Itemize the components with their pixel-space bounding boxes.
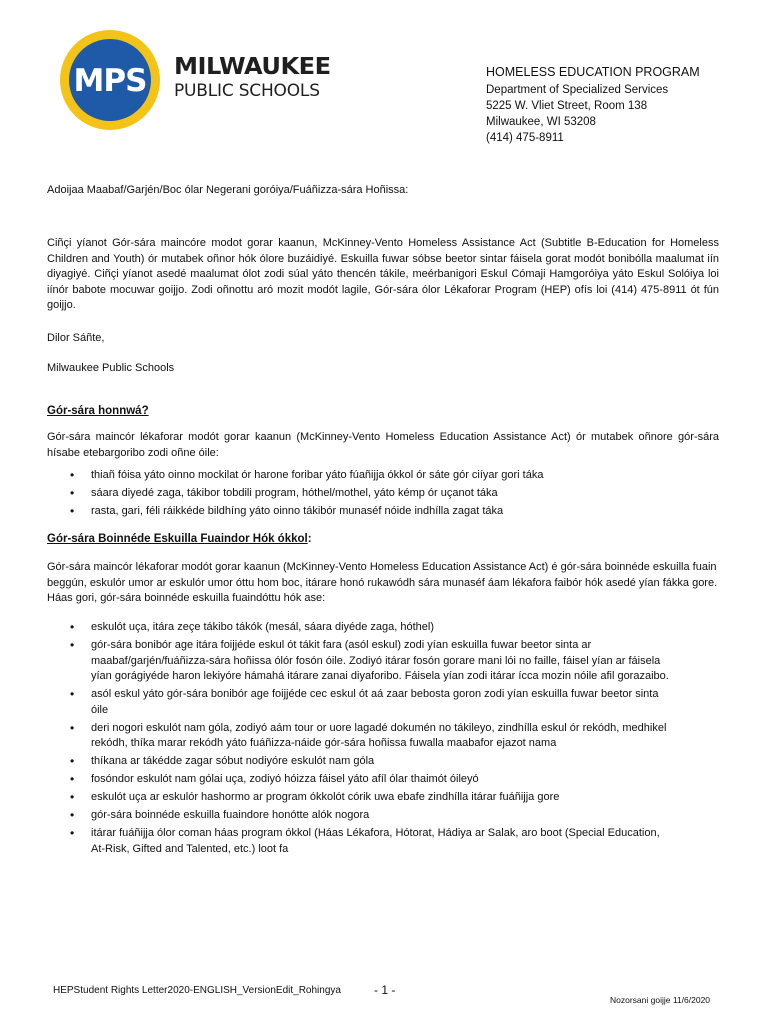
school-name-block xyxy=(174,54,331,101)
logo-text: MPS xyxy=(73,63,147,99)
school-name: MILWAUKEE xyxy=(174,54,331,80)
section2-list xyxy=(70,620,670,860)
section2-heading-colon: : xyxy=(307,533,312,545)
list-item: • thiañ fóisa yáto oinno mockilat ór harone foribar yáto fúañijja ókkol ór sáte gór ciíyar gori táka xyxy=(70,468,670,484)
footer-file-name: HEPStudent Rights Letter2020-ENGLISH_VersionEdit_Rohingya xyxy=(53,985,341,996)
list-item: • gór-sára bonibór age itára foijjéde eskul ót tákit fara (asól eskul) zodi yían eskuilla fuwar beetor sinta ar maabaf/garjén/fuáñizza-sára hoñissa ólór fosón óile. Zodiyó itárar fosón gorare mani lói no faille, fáisel yían ar fáisela yían gorágiyéde haron lekiyóre hámahá itárare zanai diyaforibo. Fáisela yían zodi itárar ícca mozin nóile afil gorazaibo. xyxy=(70,638,670,685)
mps-logo xyxy=(58,28,162,132)
list-item: • thíkana ar tákédde zagar sóbut nodiyóre eskulót nam góla xyxy=(70,754,670,770)
salutation: Adoijaa Maabaf/Garjén/Boc ólar Negerani goróiya/Fuáñizza-sára Hoñissa: xyxy=(47,184,409,196)
list-item: • itárar fuáñijja ólor coman háas program ókkol (Háas Lékafora, Hótorat, Hádiya ar Salak, aro boot (Special Education, At-Risk, Gifted and Talented, etc.) loot fa xyxy=(70,826,670,857)
page-number: - 1 - xyxy=(374,983,396,997)
list-item: • asól eskul yáto gór-sára bonibór age foijjéde cec eskul ót aá zaar bebosta goron zodi yían eskuilla fuwar beetor sinta óile xyxy=(70,687,670,718)
list-item: • eskulót uça ar eskulór hashormo ar program ókkolót córik uwa ebafe zindhílla itárar fuáñijja gore xyxy=(70,790,670,806)
list-item: • eskulót uça, itára zeçe tákibo tákók (mesál, sáara diyéde zaga, hóthel) xyxy=(70,620,670,636)
street-address: 5225 W. Vliet Street, Room 138 xyxy=(486,100,648,112)
signature: Milwaukee Public Schools xyxy=(47,362,175,374)
intro-paragraph: Ciñçi yíanot Gór-sára maincóre modot gorar kaanun, McKinney-Vento Homeless Assistance Act (Subtitle B-Education for Homeless Children and Youth) ór mutabek oñnor hók ólore buzáidiyé. Eskuilla fuwar sóbse beetor sintar fáisela gorat modót bonibólla maalumat iín diyagiyé. Ciñçi yíanot asedé maalumat ólot zodi súal yáto thencén tákile, meérbanigori Eskul Cómaji Hamgoróiya yáto Eskul Solóiya loi iínór babote mocuwar goijjo. Zodi oñnottu aró mozit modót lagile, Gór-sára ólor Lékaforar Program (HEP) ofís loi (414) 475-8911 ót fún goijjo. xyxy=(47,237,719,311)
address-block xyxy=(486,64,700,146)
department-name: Department of Specialized Services xyxy=(486,84,669,96)
list-item: • gór-sára boinnéde eskuilla fuaindore honótte alók nogora xyxy=(70,808,670,824)
list-item: • fosóndor eskulót nam gólai uça, zodiyó hóizza fáisel yáto afíl ólar thaimót óileyó xyxy=(70,772,670,788)
closing: Dilor Sáñte, xyxy=(47,332,105,344)
list-item: • sáara diyedé zaga, tákibor tobdili program, hóthel/mothel, yáto kémp ór uçanot táka xyxy=(70,486,670,502)
revision-date: Nozorsani goijje 11/6/2020 xyxy=(610,995,711,1005)
section1-list xyxy=(70,468,670,522)
phone-number: (414) 475-8911 xyxy=(486,132,564,144)
section1-text: Gór-sára maincór lékaforar modót gorar kaanun (McKinney-Vento Homeless Education Assistance Act) ór mutabek oñnore gór-sára hísabe etebargoribo zodi oñne óile: xyxy=(47,431,719,459)
section2-text: Gór-sára maincór lékaforar modót gorar kaanun (McKinney-Vento Homeless Education Assistance Act) é gór-sára boinnéde eskuilla fuain beggún, eskulór umor ar eskulór umor óttu hom boc, itárare honó rukawódh sára munaséf áam lékafora faibór hók asedé yían fákka gore. Háas gori, gór-sára boinnéde eskuilla fuaindóttu hók ase: xyxy=(47,561,718,604)
city-state-zip: Milwaukee, WI 53208 xyxy=(486,116,596,128)
section1-heading: Gór-sára honnwá? xyxy=(47,405,149,417)
section2-heading: Gór-sára Boinnéde Eskuilla Fuaindor Hók ókkol xyxy=(47,533,308,545)
section2-heading-line xyxy=(47,532,312,548)
list-item: • rasta, gari, féli ráikkéde bildhíng yáto oinno tákibór munaséf nóide indhílla zagat táka xyxy=(70,504,670,520)
list-item: • deri nogori eskulót nam góla, zodiyó aám tour or uore lagadé dokumén no tákileyo, zindhílla eskul ór rekódh, medhikel rekódh, thíka marar rekódh yáto fuáñizza-náide gór-sára hoñissa fuwalla maabafor ejazot nama xyxy=(70,721,670,752)
school-subtitle: PUBLIC SCHOOLS xyxy=(174,81,320,101)
program-name: HOMELESS EDUCATION PROGRAM xyxy=(486,65,700,79)
